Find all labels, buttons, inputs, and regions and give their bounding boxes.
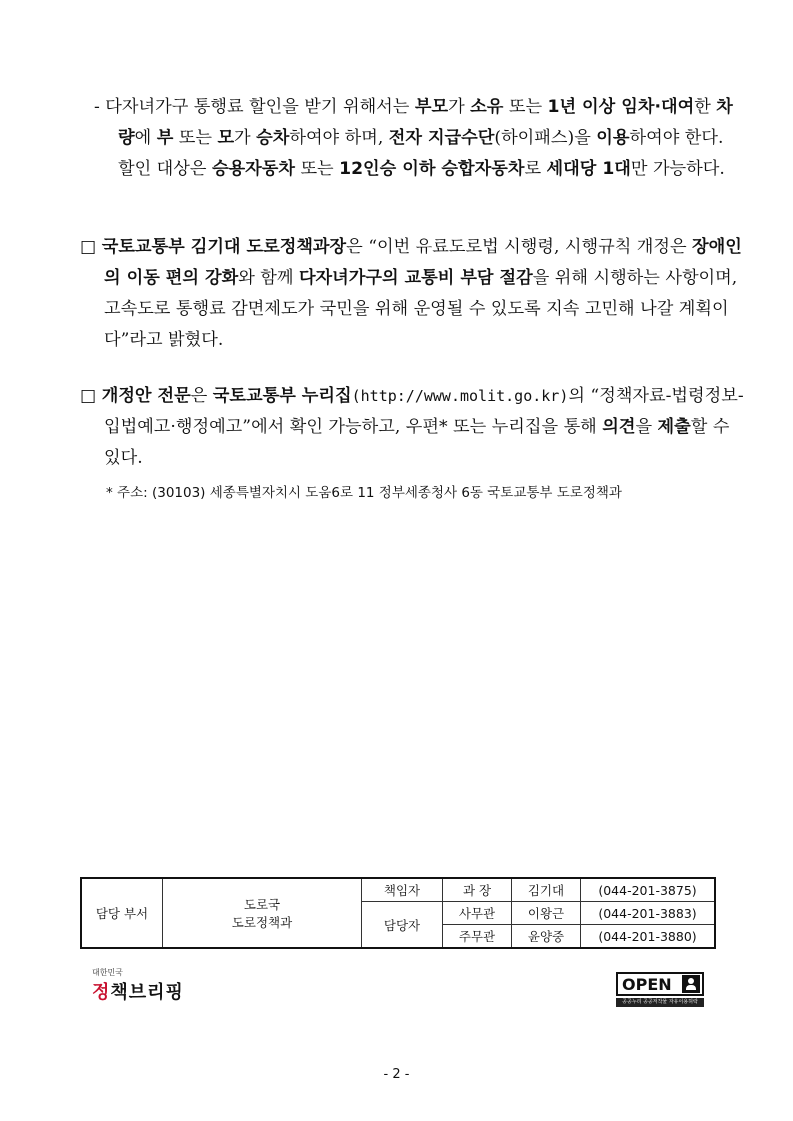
contact-table [80, 877, 716, 949]
person-icon [682, 975, 700, 993]
text-run: 와 함께 [238, 268, 299, 288]
title-cell: 과 장 [443, 878, 512, 902]
text-run: 가 [234, 128, 257, 148]
license-strip: 공공누리 공공저작물 자유이용허락 [616, 998, 704, 1007]
open-badge [616, 972, 704, 996]
bold-run: 장애인의 이동 편의 강화 [104, 237, 742, 288]
checkbox-marker-icon: □ [80, 237, 97, 257]
bold-run: 부 [156, 128, 174, 148]
bold-run: 개정안 전문 [101, 386, 191, 406]
policy-briefing-logo [92, 968, 207, 1006]
text-run: 하여야 하며, [289, 128, 389, 148]
bold-run: 전자 지급수단 [388, 128, 495, 148]
text-run: 또는 [294, 159, 340, 179]
logo-accent-char: 정 [92, 982, 111, 1003]
bold-run: 이용 [596, 128, 630, 148]
logo-small-text: 대한민국 [92, 968, 123, 977]
name-cell: 윤양중 [512, 925, 581, 949]
text-run: 의 “정책자료-법령정보-입법예고·행정예고”에서 확인 가능하고, 우편* 또는 누리집을 통해 [104, 386, 744, 437]
text-run: 을 위해 시행하는 사항이며, 고속도로 통행료 감면제도가 국민을 위해 운영될 수 있도록 지속 고민해 나갈 계획이다”라고 밝혔다. [104, 268, 738, 350]
text-run: 은 [190, 386, 213, 406]
dept-line1: 도로국 [243, 897, 281, 912]
dash-marker: - [94, 97, 100, 117]
bold-run: 모 [217, 128, 235, 148]
bold-run: 승차 [256, 128, 290, 148]
text-run: 하여야 한다. 할인 대상은 [118, 128, 724, 179]
address-footnote: * 주소: (30103) 세종특별자치시 도움6로 11 정부세종청사 6동 국토교통부 도로정책과 [106, 485, 622, 501]
text-run: 한 [694, 97, 717, 117]
text-run: 또는 [173, 128, 218, 148]
title-cell: 사무관 [443, 902, 512, 925]
text-run: 가 [448, 97, 471, 117]
text-run: 에 [134, 128, 157, 148]
text-run: 다자녀가구 통행료 할인을 받기 위해서는 [105, 97, 415, 117]
text-run: 로 [524, 159, 547, 179]
name-cell: 김기대 [512, 878, 581, 902]
text-run: (하이패스)을 [494, 128, 597, 148]
bold-run: 소유 [470, 97, 504, 117]
bold-run: 제출 [657, 417, 691, 437]
dept-label-cell: 담당 부서 [81, 878, 163, 948]
bold-run: 차량 [118, 97, 733, 148]
table-row [81, 878, 715, 902]
bold-run: 부모 [414, 97, 449, 117]
logo-wordmark [92, 982, 184, 1003]
bold-run: 다자녀가구의 교통비 부담 절감 [298, 268, 533, 288]
open-text: OPEN [622, 975, 672, 994]
responsible-label-cell: 책임자 [362, 878, 443, 902]
staff-label-cell: 담당자 [362, 902, 443, 949]
bold-run: 승용자동차 [211, 159, 295, 179]
title-cell: 주무관 [443, 925, 512, 949]
checkbox-marker-icon: □ [80, 386, 97, 406]
text-run: 또는 [503, 97, 548, 117]
policy-paragraph-director-quote [80, 232, 744, 356]
page-number: - 2 - [383, 1067, 410, 1082]
bold-run: 국토교통부 김기대 도로정책과장 [101, 237, 347, 257]
text-run: 은 “이번 유료도로법 시행령, 시행규칙 개정은 [346, 237, 693, 257]
bold-run: 세대당 1대 [546, 159, 631, 179]
bold-run: 1년 이상 임차·대여 [547, 97, 695, 117]
policy-paragraph-full-text-info [80, 381, 744, 474]
text-run: 할 수 있다. [104, 417, 730, 468]
open-license-logo [616, 972, 704, 1010]
dept-name-cell [163, 878, 362, 948]
dept-line2: 도로정책과 [231, 915, 293, 930]
name-cell: 이왕근 [512, 902, 581, 925]
phone-cell: (044-201-3883) [581, 902, 716, 925]
website-url: (http://www.molit.go.kr) [351, 387, 569, 405]
text-run: 만 가능하다. [630, 159, 725, 179]
bold-run: 12인승 이하 승합자동차 [339, 159, 525, 179]
bold-run: 국토교통부 누리집 [212, 386, 352, 406]
logo-rest-text: 책브리핑 [110, 982, 184, 1003]
text-run: 을 [635, 417, 658, 437]
phone-cell: (044-201-3875) [581, 878, 716, 902]
policy-paragraph-discount-conditions [94, 92, 742, 185]
bold-run: 의견 [602, 417, 636, 437]
phone-cell: (044-201-3880) [581, 925, 716, 949]
